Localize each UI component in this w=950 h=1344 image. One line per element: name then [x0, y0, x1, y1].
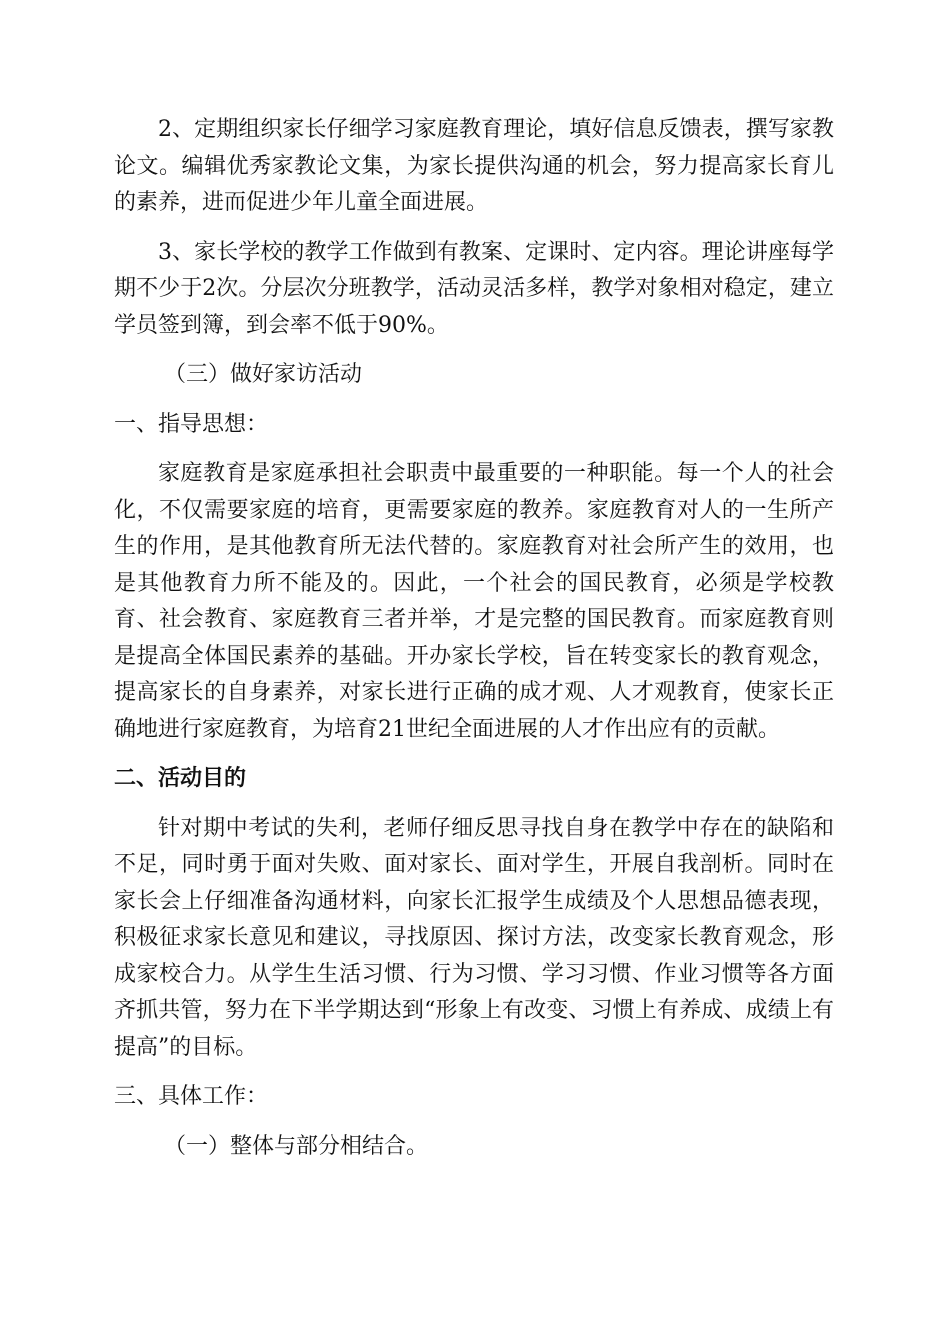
paragraph-item-3: 3、家长学校的教学工作做到有教案、定课时、定内容。理论讲座每学期不少于2次。分层次分班教学，活动灵活多样，教学对象相对稳定，建立学员签到簿，到会率不低于90%。 — [114, 239, 834, 338]
paragraph-item-2: 2、定期组织家长仔细学习家庭教育理论，填好信息反馈表，撰写家教论文。编辑优秀家教论文集，为家长提供沟通的机会，努力提高家长育儿的素养，进而促进少年儿童全面进展。 — [114, 117, 834, 215]
paragraph-activity-purpose: 针对期中考试的失利，老师仔细反思寻找自身在教学中存在的缺陷和不足，同时勇于面对失败、面对家长、面对学生，开展自我剖析。同时在家长会上仔细准备沟通材料，向家长汇报学生成绩及个人思想品德表现，积极征求家长意见和建议，寻找原因、探讨方法，改变家长教育观念，形成家校合力。从学生生活习惯、行为习惯、学习习惯、作业习惯等各方面齐抓共管，努力在下半学期达到“形象上有改变、习惯上有养成、成绩上有提高”的目标。 — [114, 815, 834, 1060]
paragraph-family-education: 家庭教育是家庭承担社会职责中最重要的一种职能。每一个人的社会化，不仅需要家庭的培育，更需要家庭的教养。家庭教育对人的一生所产生的作用，是其他教育所无法代替的。家庭教育对社会所产生的效用，也是其他教育力所不能及的。因此，一个社会的国民教育，必须是学校教育、社会教育、家庭教育三者并举，才是完整的国民教育。而家庭教育则是提高全体国民素养的基础。开办家长学校，旨在转变家长的教育观念，提高家长的自身素养，对家长进行正确的成才观、人才观教育，使家长正确地进行家庭教育，为培育21世纪全面进展的人才作出应有的贡献。 — [114, 461, 834, 742]
subheading-home-visit: （三）做好家访活动 — [164, 362, 363, 387]
subheading-whole-and-part: （一）整体与部分相结合。 — [164, 1133, 429, 1159]
heading-specific-work: 三、具体工作： — [114, 1084, 269, 1109]
document-body — [114, 112, 834, 1165]
heading-activity-purpose: 二、活动目的 — [114, 766, 247, 791]
heading-guiding-ideology: 一、指导思想： — [114, 411, 269, 437]
